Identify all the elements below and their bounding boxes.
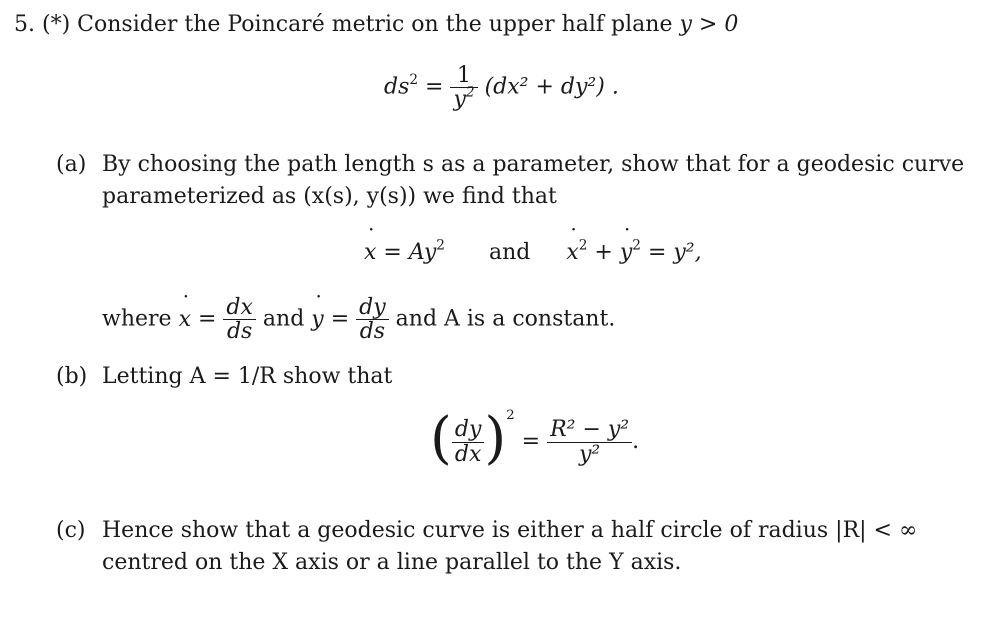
part-a-equation: x ˙ = $Ay^2$ and x ˙$^2$ + y ˙$^2$ = y², [364, 240, 702, 265]
part-a-label: (a) [56, 152, 87, 177]
eq-left: = Ay [383, 240, 437, 265]
metric-frac-den: y [453, 87, 466, 113]
where-text: where [102, 306, 172, 332]
problem-condition: y > 0 [679, 12, 739, 37]
dy-dx-fraction: $\frac{dy}{dx}$ [452, 418, 485, 465]
and-text-2: and A is a constant. [395, 306, 616, 332]
part-b-equation: ( $\frac{dy}{dx}$ )$^2$ = $\frac{\text{R² − y²}}{\text{y²}}$ . [430, 406, 640, 471]
and-text-1: and [262, 306, 305, 332]
eq-right: = y², [647, 240, 702, 265]
part-c-text-line1: Hence show that a geodesic curve is either a half circle of radius |R| < ∞ [102, 518, 918, 543]
part-a-text-line1: By choosing the path length s as a parameter, show that for a geodesic curve [102, 152, 965, 177]
metric-fraction: $\frac{1}{y^2}$ [450, 64, 477, 111]
part-c-text-line2: centred on the X axis or a line parallel to the Y axis. [102, 550, 682, 575]
part-a-where-line: where x ˙ = $\frac{dx}{ds}$ and y ˙ = $\frac{dy}{ds}$ and A is a constant. [102, 296, 615, 343]
metric-equation: $ds^2$ = $\frac{1}{y^2}$ (dx² + dy²) . [384, 63, 619, 113]
metric-rhs: (dx² + dy²) . [484, 74, 619, 100]
metric-frac-num: 1 [457, 63, 472, 88]
part-b-text: Letting A = 1/R show that [102, 364, 393, 389]
eq-and: and [488, 240, 531, 265]
part-a-text-line2: parameterized as (x(s), y(s)) we find that [102, 184, 557, 209]
rhs-fraction: $\frac{\text{R² − y²}}{\text{y²}}$ [547, 418, 632, 465]
part-c-label: (c) [56, 518, 86, 543]
part-b-label: (b) [56, 364, 88, 389]
dx-ds-fraction: $\frac{dx}{ds}$ [223, 296, 256, 343]
problem-star: (*) [42, 12, 71, 37]
problem-number: 5. [14, 12, 35, 37]
metric-lhs: ds [384, 74, 410, 100]
problem-intro: Consider the Poincaré metric on the upper half plane [77, 12, 673, 37]
dy-ds-fraction: $\frac{dy}{ds}$ [356, 296, 389, 343]
problem-header [14, 12, 738, 37]
